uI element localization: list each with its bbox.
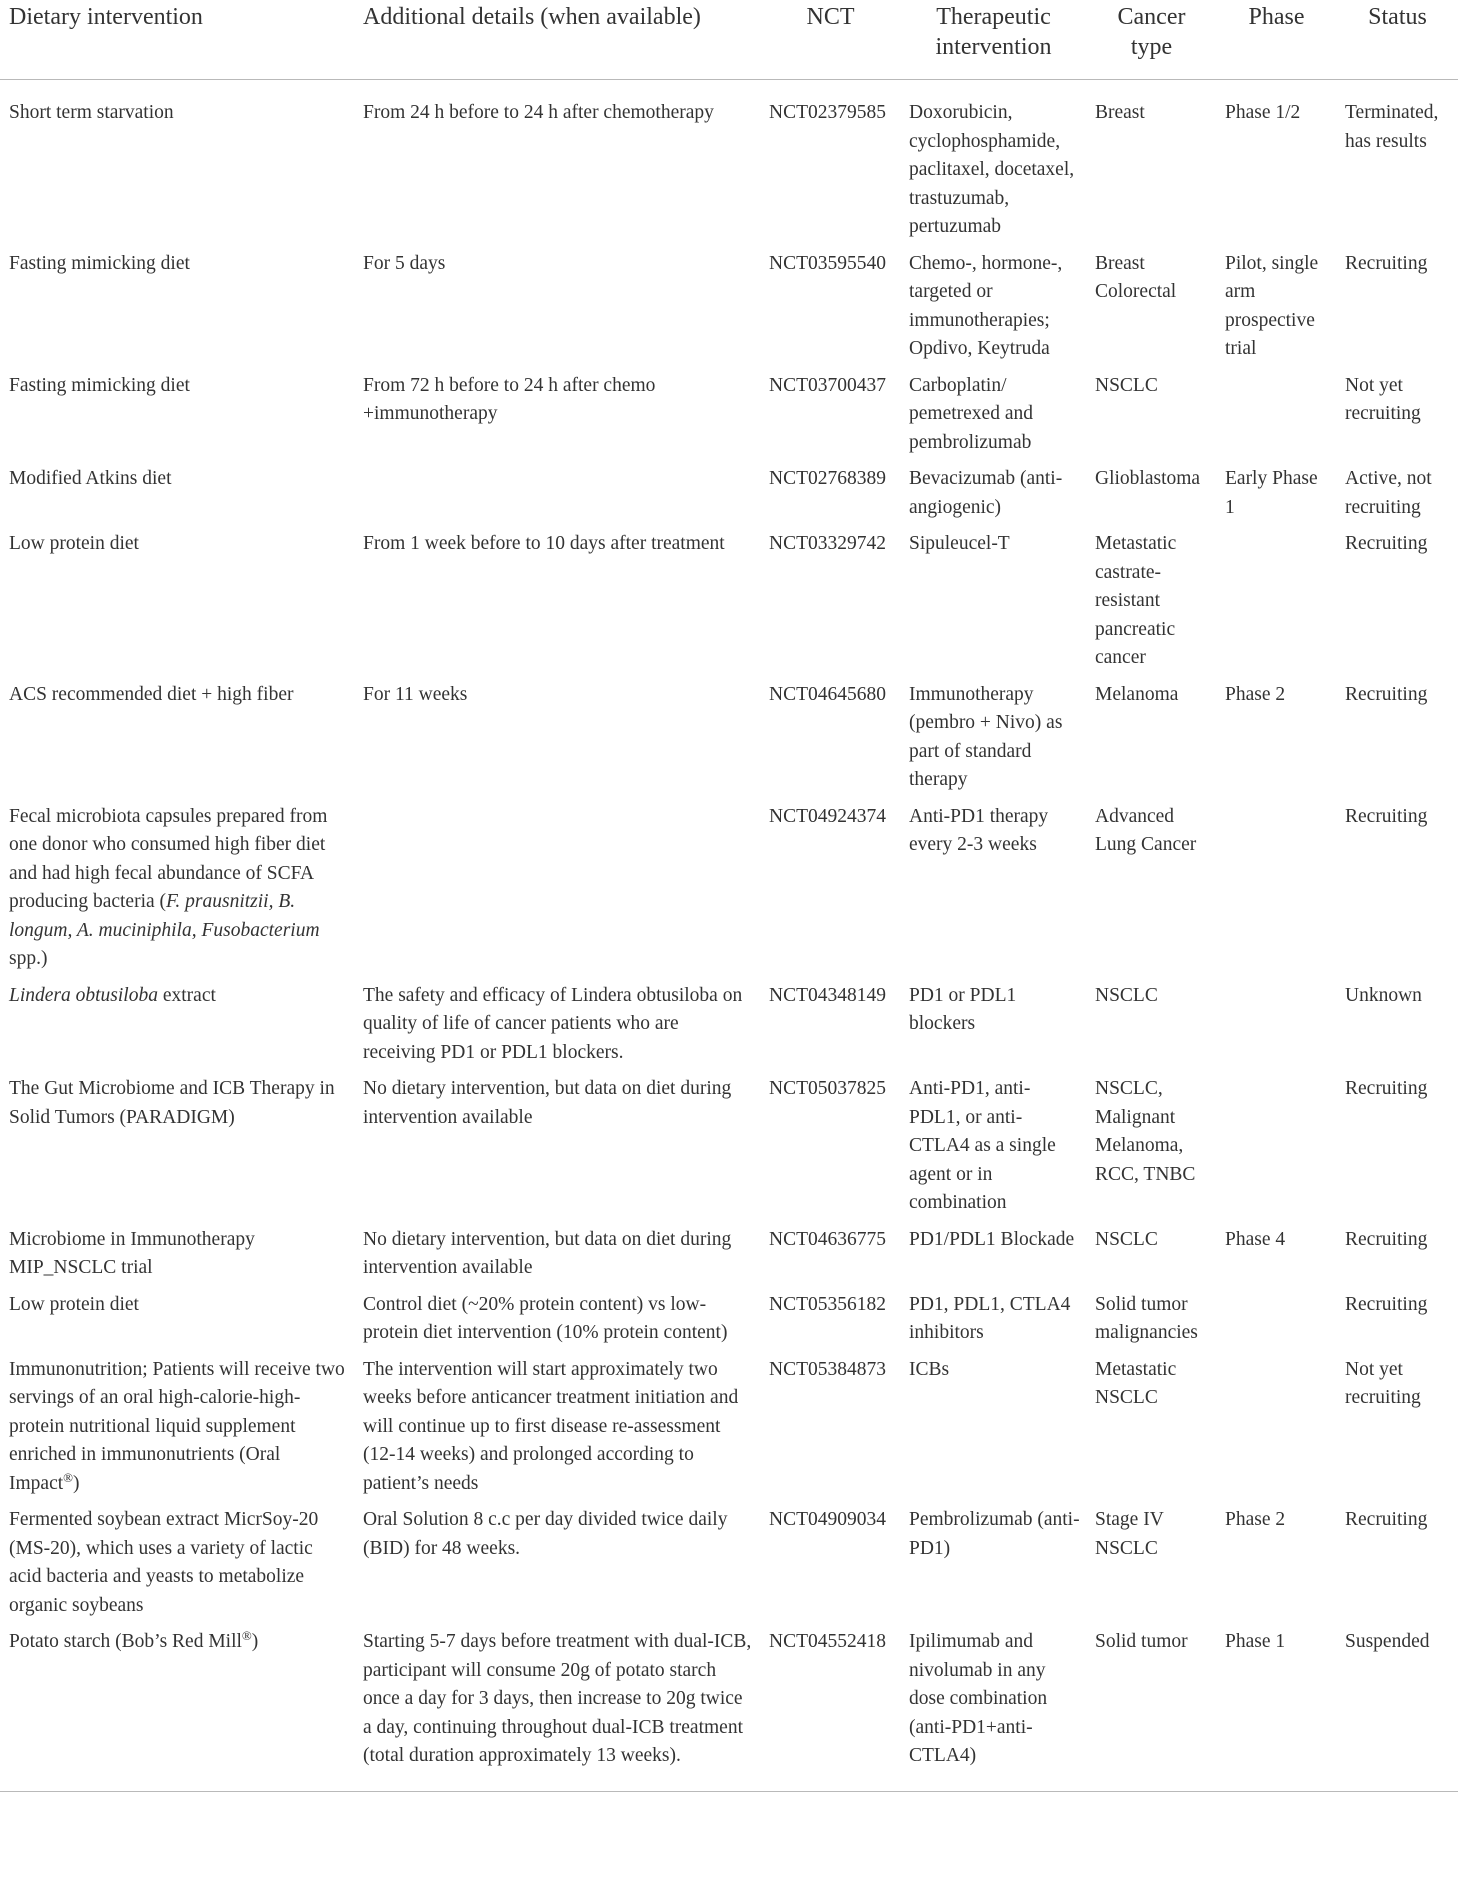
cell-cancer-type: Metastatic NSCLC	[1095, 1358, 1177, 1408]
table-row	[0, 1226, 1458, 1291]
cell-status: Recruiting	[1345, 805, 1428, 827]
cell-phase: Phase 1/2	[1225, 102, 1301, 123]
cell-therapeutic-intervention: Anti-PD1 therapy every 2-3 weeks	[909, 805, 1049, 855]
cell-cancer-type: Metastatic castrate-resistant pancreatic cancer	[1095, 533, 1177, 668]
dietary-text-end: )	[251, 1631, 259, 1652]
cell-additional-details: For 11 weeks	[363, 683, 468, 705]
cell-dietary-intervention: The Gut Microbiome and ICB Therapy in Solid Tumors (PARADIGM)	[9, 1078, 335, 1128]
cell-cancer-type: Breast	[1095, 102, 1145, 123]
cell-dietary-intervention: Short term starvation	[9, 102, 174, 123]
cell-additional-details: From 1 week before to 10 days after treatment	[363, 533, 725, 554]
cell-therapeutic-intervention: Carboplatin/ pemetrexed and pembrolizumab	[909, 374, 1033, 453]
cell-additional-details	[354, 465, 760, 530]
table-row	[0, 982, 1458, 1076]
table-row	[0, 1506, 1458, 1628]
cell-phase	[1216, 1356, 1336, 1507]
cell-dietary-intervention: Microbiome in Immunotherapy MIP_NSCLC trial	[9, 1228, 255, 1278]
cell-cancer-type: NSCLC	[1095, 984, 1158, 1006]
table-header	[0, 0, 1458, 80]
cell-status: Unknown	[1345, 984, 1422, 1006]
cell-nct: NCT04552418	[760, 1628, 900, 1791]
cell-status: Suspended	[1336, 1628, 1458, 1791]
cell-therapeutic-intervention: Ipilimumab and nivolumab in any dose combination (anti-PD1+anti-CTLA4)	[900, 1628, 1086, 1791]
cell-therapeutic-intervention: Bevacizumab (anti-angiogenic)	[909, 468, 1063, 518]
cell-dietary-intervention	[0, 982, 354, 1076]
cell-status: Recruiting	[1345, 533, 1428, 554]
cell-status: Recruiting	[1345, 1509, 1428, 1530]
cell-therapeutic-intervention: PD1/PDL1 Blockade	[909, 1228, 1075, 1250]
dietary-text: Potato starch (Bob’s Red Mill	[9, 1631, 242, 1652]
header-status: Status	[1336, 0, 1458, 80]
cell-cancer-type: NSCLC, Malignant Melanoma, RCC, TNBC	[1095, 1078, 1196, 1185]
table-row	[0, 372, 1458, 466]
cell-dietary-intervention	[0, 803, 354, 982]
table-row	[0, 1628, 1458, 1791]
cell-dietary-intervention: Low protein diet	[9, 533, 139, 554]
cell-status: Terminated, has results	[1345, 102, 1439, 152]
cell-nct: NCT04909034	[769, 1509, 886, 1530]
cell-cancer-type: Solid tumor	[1086, 1628, 1216, 1791]
cell-dietary-intervention: ACS recommended diet + high fiber	[9, 683, 294, 705]
cell-nct: NCT03329742	[769, 533, 886, 554]
dietary-text-end: )	[73, 1472, 80, 1494]
cell-nct: NCT03700437	[769, 374, 886, 396]
cell-phase: Phase 4	[1225, 1228, 1286, 1250]
cell-phase	[1216, 803, 1336, 982]
header-phase: Phase	[1216, 0, 1336, 80]
cell-status: Not yet recruiting	[1345, 1358, 1421, 1408]
cell-nct: NCT04636775	[769, 1228, 886, 1250]
header-dietary-intervention: Dietary intervention	[0, 0, 354, 80]
cell-dietary-intervention: Low protein diet	[9, 1293, 139, 1315]
cell-phase: Phase 1	[1216, 1628, 1336, 1791]
cell-additional-details: Starting 5-7 days before treatment with dual-ICB, participant will consume 20g of potato starch once a day for 3 days, then increase to 20g twice a day, continuing throughout dual-ICB treatment (total duration approximately 13 weeks).	[354, 1628, 760, 1791]
dietary-italic-text: F. prausnitzii, B. longum, A. muciniphila, Fusobacterium	[9, 891, 320, 941]
table-row	[0, 1291, 1458, 1356]
cell-additional-details: The intervention will start approximately two weeks before anticancer treatment initiation and will continue up to first disease re-assessment (12-14 weeks) and prolonged according to patient’s needs	[363, 1358, 739, 1494]
cell-additional-details	[354, 803, 760, 982]
table-body	[0, 80, 1458, 1792]
cell-additional-details: From 24 h before to 24 h after chemotherapy	[363, 102, 714, 123]
cell-cancer-type: NSCLC	[1095, 1228, 1158, 1250]
cell-additional-details: For 5 days	[363, 252, 446, 274]
cell-phase	[1216, 1075, 1336, 1226]
header-additional-details: Additional details (when available)	[354, 0, 760, 80]
cell-additional-details: From 72 h before to 24 h after chemo +immunotherapy	[363, 374, 656, 424]
cell-therapeutic-intervention: ICBs	[909, 1358, 950, 1380]
cell-nct: NCT02768389	[769, 468, 886, 489]
registered-mark: ®	[241, 1628, 252, 1643]
cell-therapeutic-intervention: Sipuleucel-T	[909, 533, 1010, 554]
cell-dietary-intervention: Fermented soybean extract MicrSoy-20 (MS-20), which uses a variety of lactic acid bacteria and yeasts to metabolize organic soybeans	[9, 1509, 319, 1616]
dietary-text: Fecal microbiota capsules prepared from one donor who consumed high fiber diet and had high fecal abundance of SCFA producing bacteria (	[9, 805, 328, 912]
cell-therapeutic-intervention: Immunotherapy (pembro + Nivo) as part of standard therapy	[909, 683, 1063, 790]
cell-nct: NCT04645680	[769, 683, 886, 705]
cell-nct: NCT04924374	[769, 805, 886, 827]
table-row	[0, 1075, 1458, 1226]
table-row	[0, 80, 1458, 250]
cell-status: Recruiting	[1345, 1228, 1428, 1250]
registered-mark: ®	[63, 1469, 74, 1485]
header-nct: NCT	[760, 0, 900, 80]
cell-dietary-intervention	[0, 1628, 354, 1791]
cell-therapeutic-intervention: Anti-PD1, anti-PDL1, or anti-CTLA4 as a single agent or in combination	[909, 1078, 1056, 1213]
cell-additional-details: No dietary intervention, but data on diet during intervention available	[363, 1228, 732, 1278]
cell-nct: NCT05384873	[769, 1358, 886, 1380]
header-cancer-type: Cancer type	[1086, 0, 1216, 80]
cell-phase	[1216, 372, 1336, 466]
table-row	[0, 465, 1458, 530]
table-row	[0, 803, 1458, 982]
cell-status: Recruiting	[1345, 1293, 1428, 1315]
cell-phase: Phase 2	[1225, 1509, 1286, 1530]
cell-cancer-type: Breast Colorectal	[1095, 252, 1177, 302]
cell-cancer-type: NSCLC	[1095, 374, 1158, 396]
cell-status: Recruiting	[1345, 1078, 1428, 1099]
dietary-italic-text: Lindera obtusiloba	[9, 984, 158, 1006]
header-therapeutic-intervention: Therapeutic intervention	[900, 0, 1086, 80]
cell-phase	[1216, 1291, 1336, 1356]
cell-cancer-type: Melanoma	[1095, 683, 1179, 705]
header-row	[0, 0, 1458, 80]
cell-nct: NCT05037825	[769, 1078, 886, 1099]
cell-cancer-type: Solid tumor malignancies	[1095, 1293, 1198, 1343]
cell-cancer-type: Advanced Lung Cancer	[1095, 805, 1197, 855]
dietary-text-end: spp.)	[9, 948, 48, 969]
cell-cancer-type: Stage IV NSCLC	[1095, 1509, 1164, 1559]
cell-phase: Phase 2	[1225, 683, 1286, 705]
cell-therapeutic-intervention: Doxorubicin, cyclophosphamide, paclitaxel, docetaxel, trastuzumab, pertuzumab	[909, 102, 1075, 237]
cell-therapeutic-intervention: Chemo-, hormone-, targeted or immunotherapies; Opdivo, Keytruda	[909, 252, 1063, 359]
cell-nct: NCT02379585	[769, 102, 886, 123]
table-row	[0, 1356, 1458, 1507]
cell-nct: NCT04348149	[769, 984, 886, 1006]
cell-phase: Early Phase 1	[1225, 468, 1318, 518]
cell-dietary-intervention: Fasting mimicking diet	[9, 252, 190, 274]
cell-status: Recruiting	[1345, 683, 1428, 705]
cell-dietary-intervention: Fasting mimicking diet	[9, 374, 190, 396]
cell-phase	[1216, 530, 1336, 681]
cell-status: Not yet recruiting	[1345, 374, 1421, 424]
cell-phase: Pilot, single arm prospective trial	[1225, 252, 1319, 359]
cell-additional-details: Control diet (~20% protein content) vs low-protein diet intervention (10% protein content)	[363, 1293, 728, 1343]
cell-therapeutic-intervention: Pembrolizumab (anti-PD1)	[909, 1509, 1080, 1559]
cell-additional-details: Oral Solution 8 c.c per day divided twice daily (BID) for 48 weeks.	[363, 1509, 728, 1559]
cell-status: Recruiting	[1345, 252, 1428, 274]
dietary-text-end: extract	[157, 984, 216, 1006]
dietary-text: Immunonutrition; Patients will receive two servings of an oral high-calorie-high-protein nutritional liquid supplement enriched in immunonutrients (Oral Impact	[9, 1358, 345, 1494]
table-row	[0, 681, 1458, 803]
cell-dietary-intervention: Modified Atkins diet	[9, 468, 172, 489]
cell-cancer-type: Glioblastoma	[1095, 468, 1201, 489]
cell-nct: NCT03595540	[769, 252, 886, 274]
table-row	[0, 250, 1458, 372]
cell-status: Active, not recruiting	[1345, 468, 1432, 518]
table-row	[0, 530, 1458, 681]
cell-additional-details: The safety and efficacy of Lindera obtusiloba on quality of life of cancer patients who are receiving PD1 or PDL1 blockers.	[363, 984, 743, 1063]
cell-additional-details: No dietary intervention, but data on diet during intervention available	[363, 1078, 732, 1128]
cell-dietary-intervention	[0, 1356, 354, 1507]
cell-therapeutic-intervention: PD1 or PDL1 blockers	[909, 984, 1017, 1034]
cell-nct: NCT05356182	[769, 1293, 886, 1315]
cell-phase	[1216, 982, 1336, 1076]
cell-therapeutic-intervention: PD1, PDL1, CTLA4 inhibitors	[909, 1293, 1071, 1343]
